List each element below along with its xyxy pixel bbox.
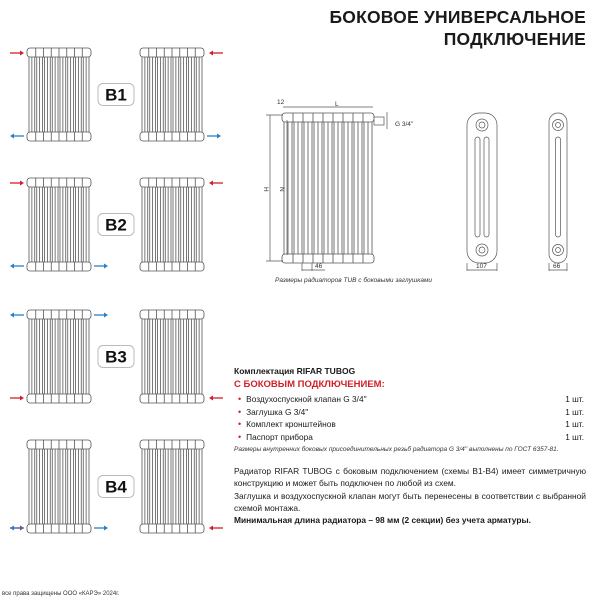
return-arrow-icon <box>10 264 24 269</box>
scheme-label: B2 <box>105 215 127 235</box>
kit-section <box>234 366 584 443</box>
dim-L: L <box>335 101 339 108</box>
supply-arrow-icon <box>10 396 24 401</box>
return-arrow-icon <box>207 134 221 139</box>
radiator-icon <box>27 310 91 403</box>
kit-subtitle: С БОКОВЫМ ПОДКЛЮЧЕНИЕМ: <box>234 379 385 390</box>
dim-12: 12 <box>277 99 285 106</box>
dim-46: 46 <box>315 263 323 270</box>
copyright: все права защищены ООО «КАРЭ» 2024г. <box>2 591 120 597</box>
scheme-b3 <box>10 310 223 403</box>
supply-arrow-icon <box>209 51 223 56</box>
dim-H: H <box>262 187 269 192</box>
page-title: БОКОВОЕ УНИВЕРСАЛЬНОЕ ПОДКЛЮЧЕНИЕ <box>329 7 586 49</box>
return-arrow-icon <box>94 264 108 269</box>
return-arrow-icon <box>10 134 24 139</box>
return-arrow-icon <box>10 526 24 531</box>
kit-item: • Паспорт прибора 1 шт. <box>238 431 584 442</box>
supply-arrow-icon <box>10 51 24 56</box>
scheme-label: B1 <box>105 85 127 105</box>
supply-arrow-icon <box>10 181 24 186</box>
scheme-b2 <box>10 178 223 271</box>
drawing-caption: Размеры радиаторов TUB с боковыми заглушками <box>275 277 433 284</box>
scheme-b4 <box>10 440 223 533</box>
kit-title: Комплектация RIFAR TUBOG <box>234 366 356 376</box>
radiator-icon <box>140 178 204 271</box>
radiator-icon <box>140 48 204 141</box>
dimension-drawing <box>255 95 585 275</box>
bullet-icon: • <box>238 406 242 417</box>
return-arrow-icon <box>94 313 108 318</box>
radiator-icon <box>140 440 204 533</box>
dim-thread: G 3/4'' <box>395 121 414 128</box>
kit-item: • Воздухоспускной клапан G 3/4'' 1 шт. <box>238 394 584 405</box>
radiator-icon <box>140 310 204 403</box>
radiator-icon <box>282 113 374 263</box>
thread-note: Размеры внутренних боковых присоединительных резьб радиатора G 3/4'' выполнены по ГОСТ 6357-81. <box>234 446 559 453</box>
supply-arrow-icon <box>209 396 223 401</box>
scheme-label: B4 <box>105 477 127 497</box>
bullet-icon: • <box>238 431 242 442</box>
dim-66: 66 <box>553 263 561 270</box>
scheme-b1 <box>10 48 223 141</box>
return-arrow-icon <box>94 526 108 531</box>
supply-arrow-icon <box>209 526 223 531</box>
kit-item: • Комплект кронштейнов 1 шт. <box>238 419 584 430</box>
radiator-icon <box>27 440 91 533</box>
connection-schemes <box>0 0 240 560</box>
bullet-icon: • <box>238 419 242 430</box>
description: Радиатор RIFAR TUBOG с боковым подключением (схемы B1-B4) имеет симметричную конструкцию и может быть подключен по любой из схем. Заглушка и воздухоспускной клапан могут быть перенесены в соответствии с выбранной схемой монтажа. Минимальная длина радиатора – 98 мм (2 секции) без учета арматуры. <box>234 466 586 526</box>
dim-107: 107 <box>476 263 487 270</box>
return-arrow-icon <box>10 313 24 318</box>
supply-arrow-icon <box>209 181 223 186</box>
bullet-icon: • <box>238 394 242 405</box>
kit-item: • Заглушка G 3/4'' 1 шт. <box>238 406 584 417</box>
radiator-icon <box>27 48 91 141</box>
radiator-icon <box>27 178 91 271</box>
dim-N: N <box>278 187 285 192</box>
scheme-label: B3 <box>105 347 127 367</box>
